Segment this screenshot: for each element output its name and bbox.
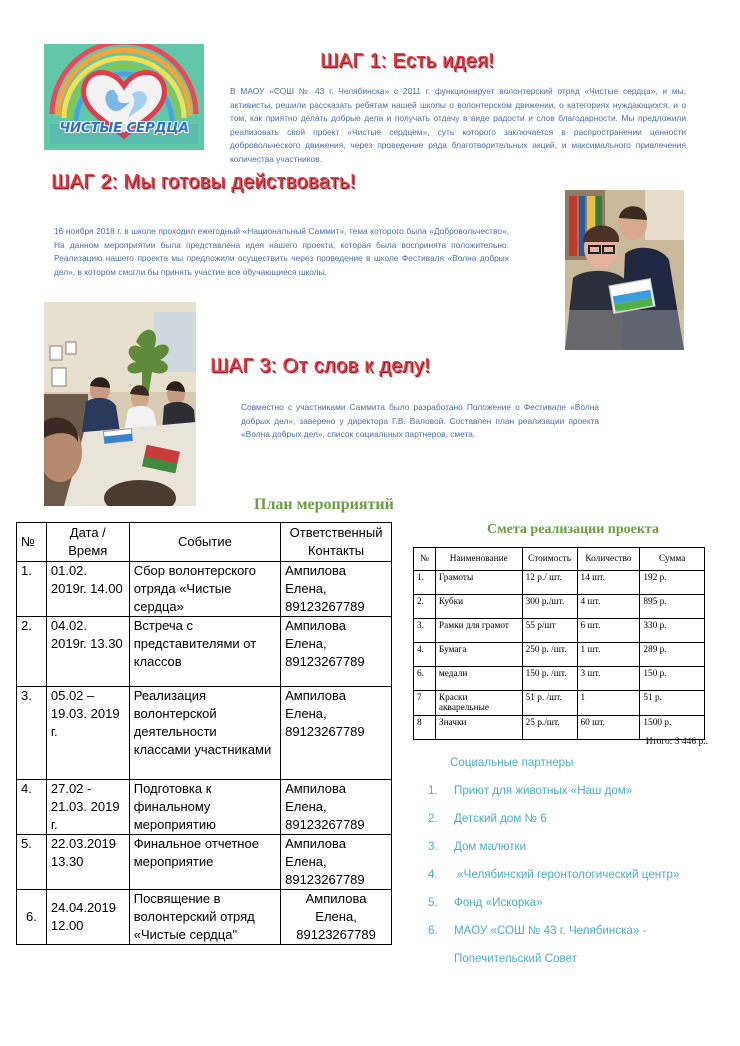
budget-cell-name: Рамки для грамот	[435, 619, 522, 643]
partner-label: МАОУ «СОШ № 43 г. Челябинска» -	[454, 924, 647, 937]
table-row	[17, 562, 392, 617]
partner-num: 2.	[428, 812, 438, 825]
list-item	[428, 840, 526, 853]
photo-image-icon	[44, 302, 196, 506]
budget-cell-qty: 3 шт.	[577, 667, 640, 691]
step1-text: В МАОУ «СОШ № 43 г. Челябинска» с 2011 г. функционирует волонтерский отряд «Чистые сердца», и мы, активисты, решили рассказать ребятам нашей школы о волонтерском движении, о категориях нуждающихся, и о том, как приятно делать добрые дела и получать отдачу в виде радости и слов благодарности. Мы предложили реализовать свой проект «Чистые сердцем», суть которого заключается в распространении ценности добровольческого движения, через проведение ряда благотворительных акций, и максимального привлечения количества участников.	[230, 86, 686, 164]
list-item	[428, 924, 646, 937]
budget-cell-qty: 60 шт.	[577, 716, 640, 740]
plan-cell-num: 2.	[17, 617, 47, 687]
plan-cell-num: 4.	[17, 780, 47, 835]
table-row	[17, 890, 392, 945]
plan-cell-event: Сбор волонтерского отряда «Чистые сердца»	[129, 562, 280, 617]
partners-section	[428, 752, 728, 982]
partner-label: Дом малютки	[454, 840, 527, 853]
plan-cell-contact: Ампилова Елена, 89123267789	[281, 687, 392, 780]
plan-title: План мероприятий	[254, 496, 394, 513]
partner-num: 6.	[428, 924, 438, 937]
table-row	[414, 571, 705, 595]
budget-cell-name: медали	[435, 667, 522, 691]
table-row	[414, 667, 705, 691]
budget-cell-qty: 6 шт.	[577, 619, 640, 643]
budget-cell-name: Грамоты	[435, 571, 522, 595]
partner-num: 4.	[428, 868, 438, 881]
table-row	[414, 716, 705, 740]
partner-num: 3.	[428, 840, 438, 853]
plan-cell-contact: Ампилова Елена, 89123267789	[281, 835, 392, 890]
plan-cell-date: 22.03.2019 13.30	[46, 835, 129, 890]
plan-cell-date: 24.04.2019 12.00	[46, 890, 129, 945]
budget-cell-num: 6.	[414, 667, 436, 691]
plan-cell-contact: Ампилова Елена, 89123267789	[281, 780, 392, 835]
budget-cell-num: 2.	[414, 595, 436, 619]
budget-cell-price: 250 р. /шт.	[522, 643, 577, 667]
table-row	[17, 687, 392, 780]
plan-cell-date: 01.02. 2019г. 14.00	[46, 562, 129, 617]
table-row	[17, 780, 392, 835]
list-item	[428, 812, 547, 825]
budget-cell-num: 4.	[414, 643, 436, 667]
list-item	[428, 784, 632, 797]
budget-cell-name: Значки	[435, 716, 522, 740]
budget-cell-price: 300 р./шт.	[522, 595, 577, 619]
budget-cell-price: 12 р./ шт.	[522, 571, 577, 595]
budget-header-sum: Сумма	[640, 548, 705, 571]
step3-title: ШАГ 3: От слов к делу!	[210, 355, 431, 377]
budget-title: Смета реализации проекта	[487, 522, 659, 537]
plan-header-event: Событие	[129, 523, 280, 562]
budget-cell-sum: 289 р.	[640, 643, 705, 667]
budget-cell-qty: 14 шт.	[577, 571, 640, 595]
plan-cell-date: 04.02. 2019г. 13.30	[46, 617, 129, 687]
partner-label: Приют для животных «Наш дом»	[454, 784, 633, 797]
budget-cell-qty: 1	[577, 691, 640, 716]
budget-header-price: Стоимость	[522, 548, 577, 571]
plan-cell-num: 6.	[17, 890, 47, 945]
list-item	[428, 952, 577, 965]
budget-cell-num: 3.	[414, 619, 436, 643]
plan-header-row	[17, 523, 392, 562]
budget-cell-price: 150 р. /шт.	[522, 667, 577, 691]
budget-cell-sum: 150 р.	[640, 667, 705, 691]
photo-image-icon	[565, 190, 684, 350]
table-row	[414, 595, 705, 619]
logo	[44, 44, 204, 150]
photo-group-table	[44, 302, 196, 506]
partner-label: Попечительский Совет	[454, 952, 577, 965]
table-row	[414, 643, 705, 667]
plan-cell-contact: Ампилова Елена, 89123267789	[281, 562, 392, 617]
budget-total: Итого: 3 446 р..	[645, 737, 708, 747]
plan-cell-event: Встреча с представителями от классов	[129, 617, 280, 687]
list-item	[428, 896, 543, 909]
budget-cell-sum: 1500 р.	[640, 716, 705, 740]
plan-cell-num: 5.	[17, 835, 47, 890]
plan-cell-event: Реализация волонтерской деятельности классами участниками	[129, 687, 280, 780]
budget-table	[413, 547, 705, 740]
plan-cell-num: 1.	[17, 562, 47, 617]
plan-cell-date: 05.02 – 19.03. 2019 г.	[46, 687, 129, 780]
plan-cell-event: Подготовка к финальному мероприятию	[129, 780, 280, 835]
budget-header-num: №	[414, 548, 436, 571]
plan-header-contact: Ответственный Контакты	[281, 523, 392, 562]
table-row	[17, 835, 392, 890]
partner-label: Детский дом № 6	[454, 812, 547, 825]
plan-cell-num: 3.	[17, 687, 47, 780]
budget-header-qty: Количество	[577, 548, 640, 571]
budget-cell-name: Кубки	[435, 595, 522, 619]
budget-cell-qty: 4 шт.	[577, 595, 640, 619]
table-row	[414, 619, 705, 643]
budget-header-name: Наименование	[435, 548, 522, 571]
plan-table	[16, 522, 392, 945]
photo-students-flag	[565, 190, 684, 350]
budget-cell-num: 1.	[414, 571, 436, 595]
budget-cell-num: 7	[414, 691, 436, 716]
partners-title: Социальные партнеры	[450, 756, 574, 769]
budget-cell-price: 55 р/шт	[522, 619, 577, 643]
table-row	[17, 617, 392, 687]
plan-cell-event: Финальное отчетное мероприятие	[129, 835, 280, 890]
budget-cell-sum: 192 р.	[640, 571, 705, 595]
budget-cell-qty: 1 шт.	[577, 643, 640, 667]
budget-cell-num: 8	[414, 716, 436, 740]
budget-cell-price: 25 р./шт.	[522, 716, 577, 740]
partner-label: «Челябинский геронтологический центр»	[454, 868, 680, 881]
table-row	[414, 691, 705, 716]
budget-cell-price: 51 р. /шт.	[522, 691, 577, 716]
budget-header-row	[414, 548, 705, 571]
logo-text: ЧИСТЫЕ СЕРДЦА	[59, 120, 189, 136]
list-item	[428, 868, 679, 881]
plan-cell-contact: Ампилова Елена, 89123267789	[281, 890, 392, 945]
plan-header-date: Дата / Время	[46, 523, 129, 562]
plan-cell-contact: Ампилова Елена, 89123267789	[281, 617, 392, 687]
partner-num: 1.	[428, 784, 438, 797]
budget-cell-name: Бумага	[435, 643, 522, 667]
plan-cell-event: Посвящение в волонтерский отряд «Чистые сердца"	[129, 890, 280, 945]
plan-header-num: №	[17, 523, 47, 562]
step2-title: ШАГ 2: Мы готовы действовать!	[51, 171, 356, 193]
step3-text: Совместно с участниками Саммита было разработано Положение о Фестивале «Волна добрых дел», заверено у директора Г.В. Валовой. Составлен план реализации проекта «Волна добрых дел», список социальных партнеров, смета.	[241, 402, 599, 440]
budget-cell-name: Краски акварельные	[435, 691, 522, 716]
budget-cell-sum: 51 р.	[640, 691, 705, 716]
plan-cell-date: 27.02 - 21.03. 2019 г.	[46, 780, 129, 835]
step1-title: ШАГ 1: Есть идея!	[320, 50, 494, 72]
step2-text: 16 ноября 2018 г. в школе проходил ежегодный «Национальный Саммит», тема которого была «Добровольчество». На данном мероприятии была представлена идея нашего проекта, которая была воспринята положительно. Реализацию нашего проекта мы предложили осуществить через проведение в школе Фестиваля «Волна добрых дел», в котором смогли бы принять участие все обучающиеся школы.	[54, 226, 509, 277]
budget-cell-sum: 895 р.	[640, 595, 705, 619]
budget-cell-sum: 330 р.	[640, 619, 705, 643]
partner-label: Фонд «Искорка»	[454, 896, 543, 909]
partner-num: 5.	[428, 896, 438, 909]
